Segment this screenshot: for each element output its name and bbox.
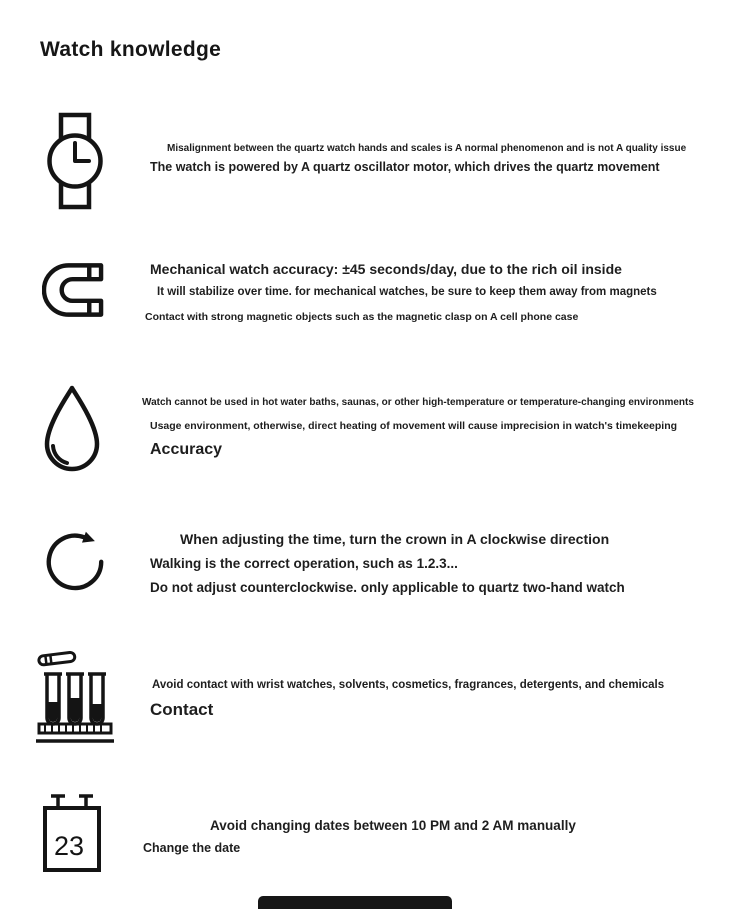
- calendar-day-number: 23: [54, 831, 85, 861]
- crown-counterclockwise-text: Do not adjust counterclockwise. only applicable to quartz two-hand watch: [150, 580, 625, 595]
- water-drop-icon: [40, 384, 104, 476]
- calendar-icon: [40, 792, 104, 874]
- temperature-warning-text: Watch cannot be used in hot water baths, saunas, or other high-temperature or temperature-changing environments: [142, 397, 694, 408]
- quartz-note-text: Misalignment between the quartz watch hands and scales is A normal phenomenon and is not A quality issue: [167, 143, 687, 154]
- crown-clockwise-text: When adjusting the time, turn the crown in A clockwise direction: [180, 531, 610, 547]
- magnet-contact-text: Contact with strong magnetic objects such as the magnetic clasp on A cell phone case: [145, 311, 579, 323]
- wristwatch-icon: [45, 112, 105, 210]
- chemicals-avoid-text: Avoid contact with wrist watches, solvents, cosmetics, fragrances, detergents, and chemicals: [152, 679, 665, 691]
- magnet-stabilize-text: It will stabilize over time. for mechanical watches, be sure to keep them away from magnets: [157, 286, 657, 298]
- magnet-icon: [42, 262, 105, 318]
- clockwise-arrow-icon: [42, 518, 108, 596]
- temperature-usage-text: Usage environment, otherwise, direct heating of movement will cause imprecision in watch's timekeeping: [150, 420, 678, 432]
- test-tubes-icon: [36, 644, 114, 744]
- magnet-accuracy-text: Mechanical watch accuracy: ±45 seconds/day, due to the rich oil inside: [150, 261, 622, 277]
- contact-heading: Contact: [150, 700, 214, 719]
- change-date-text: Change the date: [143, 841, 241, 855]
- footer-bar: [258, 896, 452, 909]
- crown-walking-text: Walking is the correct operation, such as 1.2.3...: [150, 556, 458, 571]
- quartz-main-text: The watch is powered by A quartz oscillator motor, which drives the quartz movement: [150, 160, 660, 174]
- page-title: Watch knowledge: [40, 38, 222, 61]
- accuracy-heading: Accuracy: [150, 441, 223, 458]
- date-avoid-text: Avoid changing dates between 10 PM and 2 AM manually: [210, 818, 576, 833]
